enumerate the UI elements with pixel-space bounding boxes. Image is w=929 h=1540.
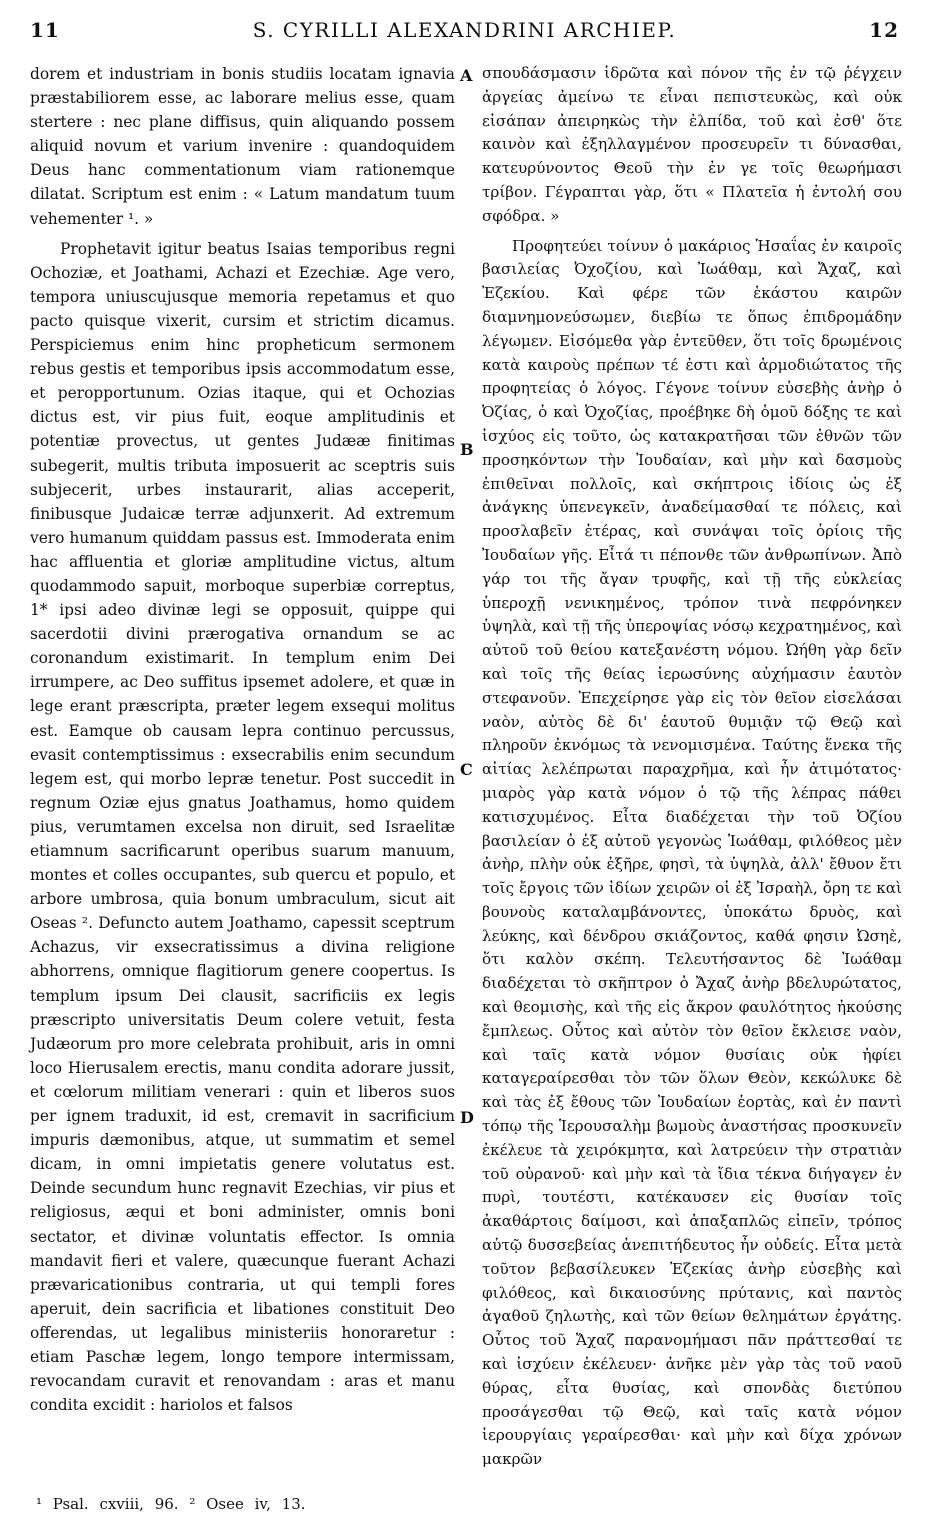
footnotes: ¹ Psal. cxviii, 96. ² Osee iv, 13. [36,1495,306,1513]
page-number-right: 12 [869,18,899,42]
greek-column [482,62,902,1472]
greek-paragraph-2: Προφητεύει τοίνυν ὁ μακάριος Ἡσαΐας ἐν καιροῖς βασιλείας Ὀχοζίου, καὶ Ἰωάθαμ, καὶ Ἄχαζ, καὶ Ἐζεκίου. Καὶ φέρε τῶν ἑκάστου καιρῶν διαμνημονεύσωμεν, διεβίω τε ὅπως ἐπιδρομάδην λέγωμεν. Εἰσόμεθα γὰρ ἐντεῦθεν, ὅτι τοῖς δρωμένοις κατὰ καιροὺς πρέπων τέ ἐστι καὶ ἁρμοδιώτατος τῆς προφητείας ὁ λόγος. Γέγονε τοίνυν εὐσεβὴς ἀνὴρ ὁ Ὀζίας, ὁ καὶ Ὀχοζίας, προέβηκε δὴ ὁμοῦ δόξης τε καὶ ἰσχύος εἰς τοῦτο, ὡς κατακρατῆσαι τῶν ἐθνῶν τῶν προσηκόντων τὴν Ἰουδαίαν, καὶ μὴν καὶ δασμοὺς ἐπιθεῖναι πολλοῖς, καὶ σκήπτροις ἰδίοις ὡς ἐξ ἀνάγκης ὑπενεγκεῖν, ἀναδείμασθαί τε πόλεις, καὶ προσλαβεῖν ἑτέρας, καὶ συνάψαι τοῖς ὁρίοις τῆς Ἰουδαίων γῆς. Εἶτά τι πέπονθε τῶν ἀνθρωπίνων. Ἀπὸ γάρ τοι τῆς ἄγαν τρυφῆς, καὶ τῇ τῆς εὐκλείας ὑπεροχῇ νενικημένος, τρόπον τινὰ πεφρόνηκεν ὑψηλὰ, καὶ τῇ τῆς ὑπεροψίας νόσῳ κεχρατημένος, καὶ αὐτοῦ τοῦ θείου κατεξανέστη νόμου. Ὠήθη γὰρ δεῖν καὶ τοῖς τῆς θείας ἱερωσύνης αὐχήμασιν ἑαυτὸν στεφανοῦν. Ἐπεχείρησε γὰρ εἰς τὸν θεῖον εἰσελάσαι ναὸν, αὐτὸς δὲ δι' ἑαυτοῦ θυμιᾷν τῷ Θεῷ καὶ πληροῦν ἐκνόμως τὰ νενομισμένα. Ταύτης ἕνεκα τῆς αἰτίας λελέπρωται παραχρῆμα, καὶ ἦν ἀτιμότατος· μιαρὸς γὰρ κατὰ νόμον ὁ τῷ τῆς λέπρας πάθει κατισχυμένος. Εἶτα διαδέχεται τὴν τοῦ Ὀζίου βασιλείαν ὁ ἐξ αὐτοῦ γεγονὼς Ἰωάθαμ, φιλόθεος μὲν ἀνὴρ, πλὴν οὐκ ἐξῆρε, φησὶ, τὰ ὑψηλὰ, ἀλλ' ἔθυον ἔτι τοῖς ἔργοις τῶν ἰδίων χειρῶν οἱ ἐξ Ἰσραὴλ, ὄρη τε καὶ βουνοὺς καταλαμβάνοντες, ὑποκάτω δρυὸς, καὶ λεύκης, καὶ δένδρου σκιάζοντος, καθά φησιν Ὠσηὲ, ὅτι καλὸν σκέπη. Τελευτήσαντος δὲ Ἰωάθαμ διαδέχεται τὸ σκῆπτρον ὁ Ἄχαζ ἀνὴρ βδελυρώτατος, καὶ θεομισὴς, καὶ τῆς εἰς ἄκρον φαυλότητος ἠκούσης ἔμπλεως. Οὗτος καὶ αὐτὸν τὸν θεῖον ἔκλεισε ναὸν, καὶ ταῖς κατὰ νόμον θυσίαις οὐκ ἠφίει καταγεραίρεσθαι τὸν τῶν ὅλων Θεὸν, κεκώλυκε δὲ καὶ τὰς ἐξ ἔθους τῶν Ἰουδαίων ἑορτὰς, καὶ ἐν παντὶ τόπῳ τῆς Ἱερουσαλὴμ βωμοὺς ἀναστήσας προσκυνεῖν ἐκέλευε τὰ χειρόκμητα, καὶ λατρεύειν τὴν στρατιὰν τοῦ οὐρανοῦ· καὶ μὴν καὶ τὰ ἴδια τέκνα διήγαγεν ἐν πυρὶ, τουτέστι, κατέκαυσεν εἰς θυσίαν τοῖς ἀκαθάρτοις δαίμοσι, καὶ ἁπαξαπλῶς εἰπεῖν, τρόπος αὐτῷ δυσσεβείας ἀνεπιτήδευτος ἦν οὐδείς. Εἶτα μετὰ τοῦτον βεβασίλευκεν Ἐζεκίας ἀνὴρ εὐσεβὴς καὶ φιλόθεος, καὶ δικαιοσύνης πρύτανις, καὶ παντὸς ἀγαθοῦ ζηλωτὴς, καὶ τῶν θείων θελημάτων ἐργάτης. Οὗτος τοῦ Ἄχαζ παρανομήμασι πᾶν πράττεσθαί τε καὶ ἰσχύειν ἐκέλευεν· ἀνῆκε μὲν γὰρ τὰς τοῦ ναοῦ θύρας, εἶτα θυσίας, καὶ σπονδὰς διετύπου προσάγεσθαι τῷ Θεῷ, καὶ ταῖς κατὰ νόμον ἱερουργίαις γεραίρεσθαι· καὶ μὴν καὶ δίχα χρόνων μακρῶν [482,236,902,1469]
latin-paragraph-1: dorem et industriam in bonis studiis locatam ignavia præstabiliorem esse, ac laborare melius esse, quam stertere : nec plane diffisus, quin aliquando possem aliquid novum et varium invenire : quandoquidem Deus hanc commentationum viam rationemque dilatat. Scriptum est enim : « Latum mandatum tuum vehementer ¹. » [30,65,455,228]
margin-letter-a: A [460,66,473,85]
page-number-left: 11 [30,18,60,42]
latin-column [30,62,455,1417]
margin-letter-d: D [460,1108,474,1127]
running-title: S. CYRILLI ALEXANDRINI ARCHIEP. [252,18,677,42]
latin-paragraph-2: Prophetavit igitur beatus Isaias temporibus regni Ochoziæ, et Joathami, Achazi et Ezechiæ. Age vero, tempora uniuscujusque memoria repetamus et quo pacto quisque vixerit, cursim et strictim dicamus. Perspiciemus enim hinc propheticum sermonem rebus gestis et temporibus ipsis accommodatum esse, et peropportunum. Ozias itaque, qui et Ochozias dictus est, vir pius fuit, eoque amplitudinis et potentiæ provectus, ut gentes Judææ finitimas subegerit, multis tributa imposuerit ac sceptris suis subjecerit, urbes instaurarit, alias acceperit, finibusque Judaicæ terræ adjunxerit. Ad extremum vero humanum quiddam passus est. Immoderata enim hac affluentia et gloriæ amplitudine victus, altum quodammodo sapuit, morboque superbiæ correptus, 1* ipsi adeo divinæ legi se opposuit, quippe qui sacerdotii divini prærogativa ornandum se ac coronandum existimarit. In templum enim Dei irrumpere, ac Deo suffitus ipsemet adolere, et quæ in lege erant præscripta, præter legem exsequi molitus est. Eamque ob causam lepra continuo percussus, evasit contemptissimus : exsecrabilis enim secundum legem est, qui morbo lepræ tenetur. Post succedit in regnum Oziæ ejus gnatus Joathamus, homo quidem pius, verumtamen excelsa non diruit, sed Israelitæ etiamnum sacrificarunt operibus suarum manuum, montes et colles occupantes, sub quercu et populo, et arbore umbrosa, quia bonum umbraculum, sicut ait Oseas ². Defuncto autem Joathamo, capessit sceptrum Achazus, vir exsecratissimus a divina religione abhorrens, omnique flagitiorum genere coopertus. Is templum ipsum Dei clausit, sacrificiis ex legis præscripto universitatis Deum colere vetuit, festa Judæorum pro more celebrata prohibuit, aris in omni loco Hierusalem erectis, manu condita adorare jussit, et cœlorum militiam venerari : quin et liberos suos per ignem traduxit, id est, cremavit in sacrificium impuris dæmonibus, atque, ut summatim et semel dicam, in omni impietatis genere volutatus est. Deinde secundum hunc regnavit Ezechias, vir pius et religiosus, æqui et boni administer, omnis boni sectator, et divinæ voluntatis effector. Is omnia mandavit fieri et valere, quæcunque fuerant Achazi prævaricationibus contraria, ut qui templi fores aperuit, dein sacrificia et libationes constituit Deo offerendas, ut legalibus ministeriis honoraretur : etiam Paschæ legem, longo tempore intermissam, revocandam curavit et renovandam : aras et manu condita excidit : hariolos et falsos [30,239,455,1415]
margin-letter-b: B [460,440,474,459]
greek-paragraph-1: σπουδάσμασιν ἱδρῶτα καὶ πόνον τῆς ἐν τῷ ῥέγχειν ἀργείας ἀμείνω τε εἶναι πεπιστευκὼς, καὶ οὐκ εἰσάπαν ἀπειρηκὼς τὴν ἐλπίδα, τοῦ καὶ ἐσθ' ὅτε καινὸν καὶ ἐξηλλαγμένον προσευρεῖν τι δύνασθαι, κατευρύνοντος Θεοῦ τὴν ἐν γε τοῖς θεωρήμασι τρίβον. Γέγραπται γὰρ, ὅτι « Πλατεῖα ἡ ἐντολή σου σφόδρα. » [482,64,902,225]
margin-letter-c: C [460,760,473,779]
